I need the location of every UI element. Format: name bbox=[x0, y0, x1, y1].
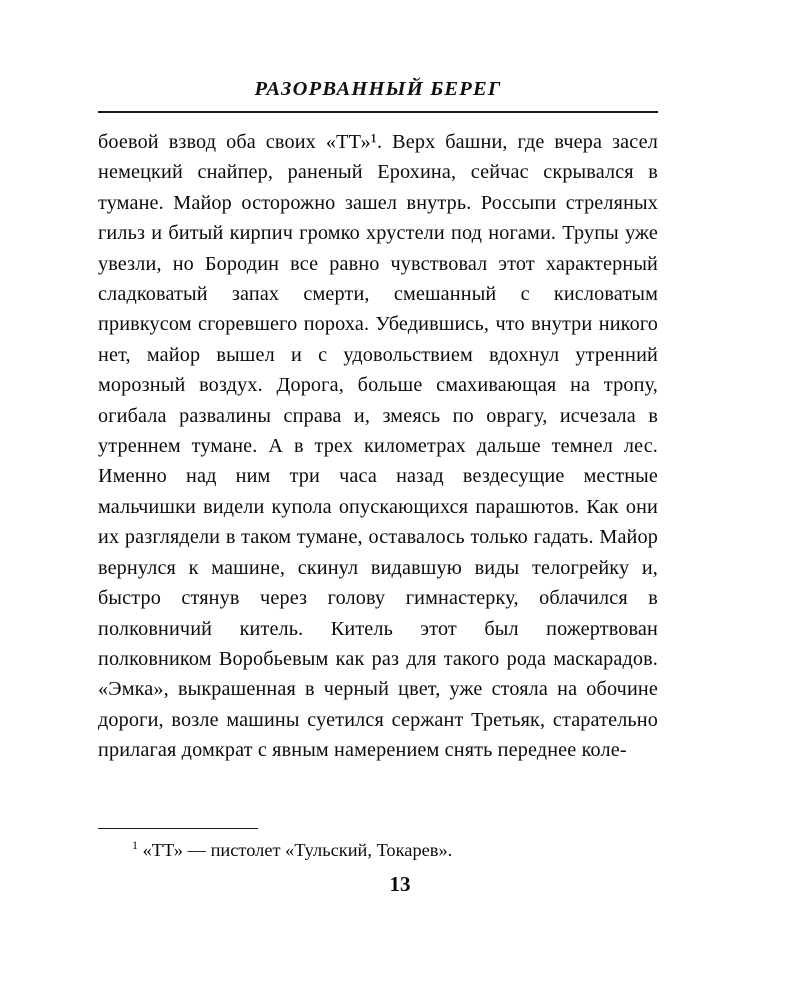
body-paragraph: боевой взвод оба своих «ТТ»¹. Верх башни, где вчера засел немецкий снайпер, раненый Ерохина, сейчас скрывался в тумане. Майор осторожно зашел внутрь. Россыпи стреляных гильз и битый кирпич громко хрустели под ногами. Трупы уже увезли, но Бородин все равно чувствовал этот характерный сладковатый запах смерти, смешанный с кисловатым привкусом сгоревшего пороха. Убедившись, что внутри никого нет, майор вышел и с удовольствием вдохнул утренний морозный воздух. Дорога, больше смахивающая на тропу, огибала развалины справа и, змеясь по оврагу, исчезала в утреннем тумане. А в трех километрах дальше темнел лес. Именно над ним три часа назад вездесущие местные мальчишки видели купола опускающихся парашютов. Как они их разглядели в таком тумане, оставалось только гадать. Майор вернулся к машине, скинул видавшую виды телогрейку и, быстро стянув через голову гимнастерку, облачился в полковничий китель. Китель этот был пожертвован полковником Воробьевым как раз для такого рода маскарадов. «Эмка», выкрашенная в черный цвет, уже стояла на обочине дороги, возле машины суетился сержант Третьяк, старательно прилагая домкрат с явным намерением снять переднее коле- bbox=[98, 131, 658, 762]
header-divider bbox=[98, 111, 658, 113]
body-text-block bbox=[98, 127, 658, 766]
footnote-marker: 1 bbox=[132, 837, 138, 852]
footnote bbox=[98, 837, 658, 863]
running-head: РАЗОРВАННЫЙ БЕРЕГ bbox=[254, 78, 502, 100]
footnote-area bbox=[98, 828, 658, 863]
footnote-divider bbox=[98, 828, 258, 829]
footnote-text: «ТТ» — пистолет «Тульский, Токарев». bbox=[142, 840, 453, 860]
page-content bbox=[98, 78, 658, 766]
page-number: 13 bbox=[389, 872, 411, 896]
